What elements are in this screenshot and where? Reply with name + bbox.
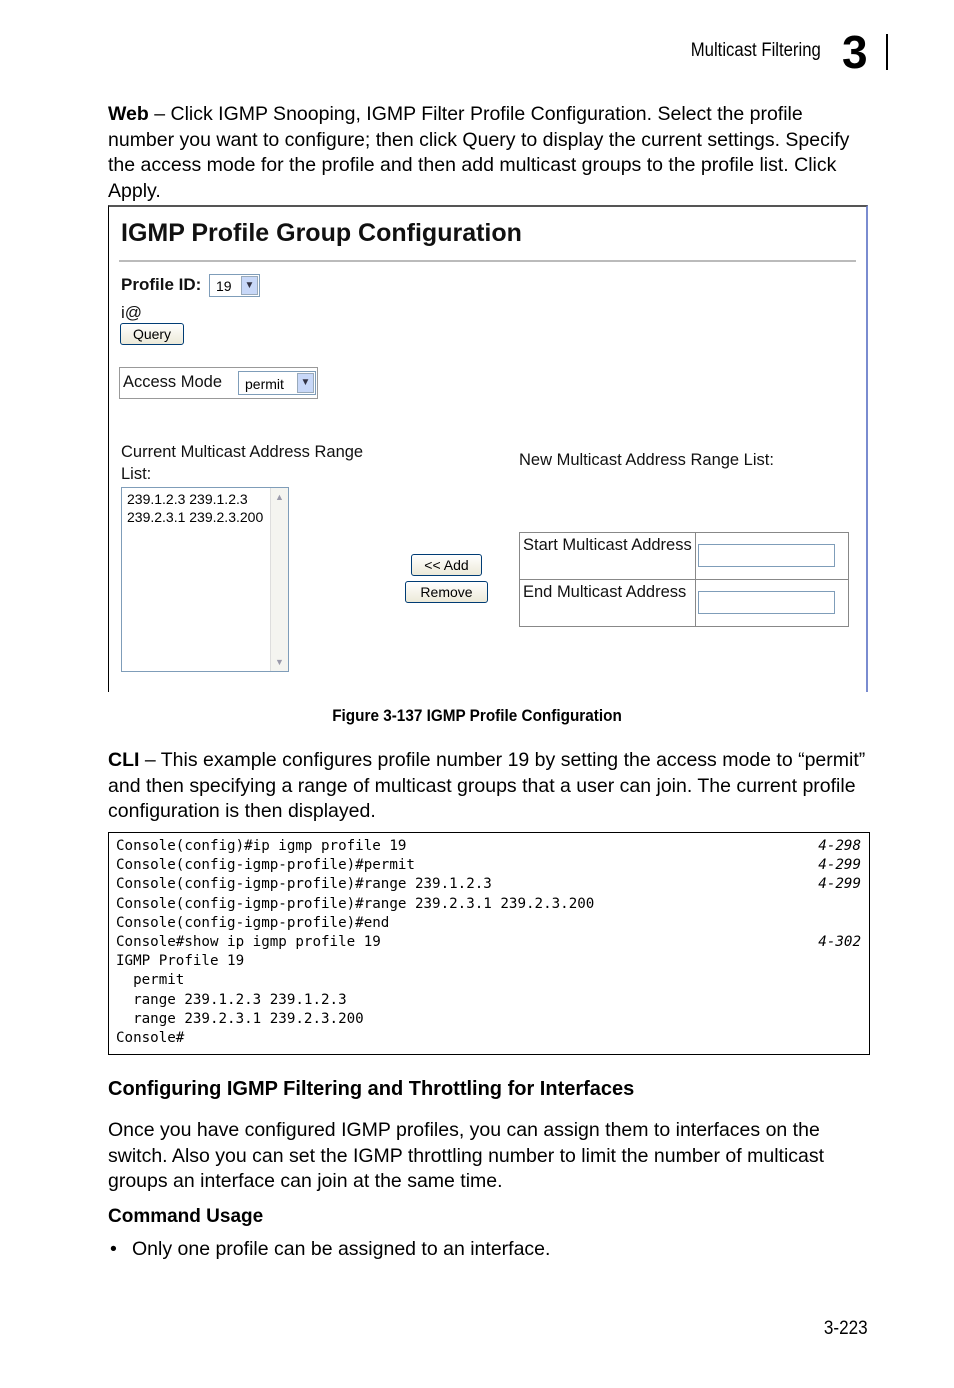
current-list-label: Current Multicast Address Range List: [121, 443, 364, 483]
code-text: range 239.1.2.3 239.1.2.3 [116, 991, 347, 1008]
code-line [116, 991, 869, 1010]
chevron-up-icon[interactable]: ▲ [275, 492, 284, 502]
cli-lead: CLI [108, 749, 140, 771]
access-mode-box [119, 367, 318, 399]
bullet-text: Only one profile can be assigned to an interface. [132, 1238, 551, 1260]
code-line [116, 914, 869, 933]
code-text: IGMP Profile 19 [116, 953, 245, 970]
web-text: – Click IGMP Snooping, IGMP Filter Profile Configuration. Select the profile number you want to configure; then click Query to display the current settings. Specify the access mode for the profile and then add multicast groups to the profile list. Click Apply. [108, 103, 850, 202]
new-list-label: New Multicast Address Range List: [519, 451, 774, 469]
cli-text: – This example configures profile number 19 by setting the access mode to “permit” and then specifying a range of multicast groups that a user can join. The current profile configuration is then displayed. [108, 749, 866, 823]
page-ref: 4-299 [818, 876, 861, 893]
code-text: range 239.2.3.1 239.2.3.200 [116, 1010, 364, 1027]
code-text: Console(config-igmp-profile)#end [116, 914, 390, 931]
section-heading: Configuring IGMP Filtering and Throttling for Interfaces [108, 1078, 635, 1100]
code-line [116, 952, 869, 971]
list-item[interactable]: 239.2.3.1 239.2.3.200 [127, 509, 264, 525]
code-text: permit [116, 972, 185, 989]
code-text: Console(config)#ip igmp profile 19 [116, 838, 407, 854]
profile-id-select[interactable] [209, 274, 260, 297]
web-lead: Web [108, 103, 149, 125]
running-header-title: Multicast Filtering [690, 40, 821, 61]
start-address-label: Start Multicast Address [523, 536, 692, 554]
code-line [116, 895, 869, 914]
add-button[interactable]: << Add [411, 554, 482, 576]
access-mode-value: permit [245, 376, 284, 392]
page-ref: 4-299 [818, 857, 861, 874]
code-line [116, 971, 869, 990]
code-line [116, 837, 869, 856]
header-divider [886, 34, 888, 70]
code-text: Console(config-igmp-profile)#range 239.2.3.1 239.2.3.200 [116, 895, 595, 912]
igmp-profile-screenshot [108, 205, 868, 692]
code-line [116, 933, 869, 952]
chevron-down-icon[interactable]: ▼ [275, 657, 284, 667]
current-list-box[interactable] [121, 487, 289, 672]
page-number: 3-223 [824, 1318, 868, 1339]
cli-instructions [108, 748, 868, 825]
stray-text: i@ [121, 303, 143, 322]
list-scrollbar[interactable] [270, 488, 288, 671]
code-line [116, 875, 869, 894]
end-address-input[interactable] [698, 591, 835, 614]
query-button[interactable]: Query [120, 323, 184, 345]
profile-id-value: 19 [216, 278, 232, 294]
title-rule [119, 260, 856, 262]
remove-button[interactable]: Remove [405, 581, 488, 603]
code-line [116, 856, 869, 875]
bullet-icon: • [110, 1238, 117, 1260]
code-line [116, 1010, 869, 1029]
access-mode-label: Access Mode [123, 373, 223, 391]
new-range-table [519, 532, 849, 627]
end-address-label: End Multicast Address [523, 583, 687, 601]
code-text: Console(config-igmp-profile)#range 239.1.2.3 [116, 876, 492, 893]
figure-title: IGMP Profile Group Configuration [121, 219, 522, 247]
access-mode-select[interactable] [238, 371, 316, 395]
code-text: Console# [116, 1029, 185, 1046]
chevron-down-icon: ▼ [297, 373, 314, 393]
code-line [116, 1029, 869, 1048]
profile-id-label: Profile ID: [121, 275, 202, 294]
bullet-item [108, 1238, 550, 1261]
cli-code-block [108, 832, 870, 1055]
start-address-input[interactable] [698, 544, 835, 567]
code-text: Console#show ip igmp profile 19 [116, 933, 381, 950]
chapter-number: 3 [842, 26, 868, 78]
chevron-down-icon: ▼ [241, 276, 258, 295]
page-ref: 4-298 [818, 838, 861, 854]
figure-caption: Figure 3-137 IGMP Profile Configuration [332, 706, 622, 725]
section-body: Once you have configured IGMP profiles, you can assign them to interfaces on the switch. Also you can set the IGMP throttling number to limit the number of multicast groups an interface can join at the same time. [108, 1119, 825, 1193]
list-item[interactable]: 239.1.2.3 239.1.2.3 [127, 491, 248, 507]
table-divider-h [520, 579, 848, 580]
web-instructions [108, 102, 868, 204]
page-ref: 4-302 [818, 933, 861, 950]
code-text: Console(config-igmp-profile)#permit [116, 857, 415, 874]
command-usage-heading: Command Usage [108, 1206, 264, 1227]
